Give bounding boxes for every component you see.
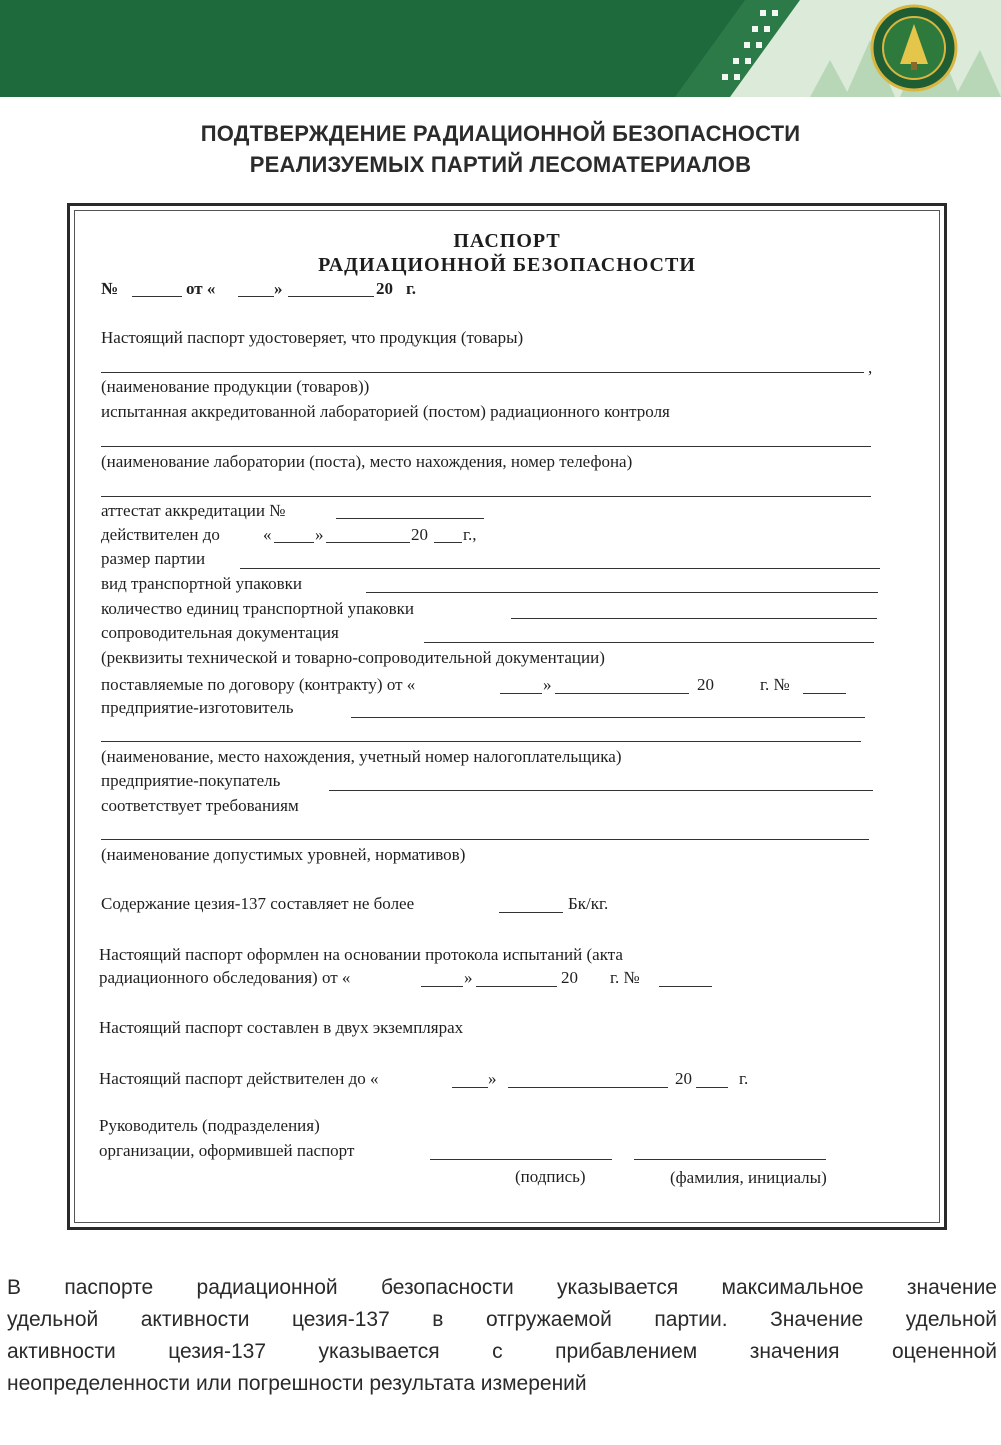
basis-g-no: г. № <box>610 968 640 987</box>
footer-line3: активности цезия-137 указывается с прибавлением значения оцененной <box>7 1340 997 1363</box>
valid-day-blank <box>274 542 314 543</box>
accompanying-docs-label: сопроводительная документация <box>101 623 339 642</box>
validity-day-blank <box>452 1087 488 1088</box>
packaging-type-blank <box>366 592 878 593</box>
signature-caption: (подпись) <box>515 1167 586 1186</box>
cesium-unit: Бк/кг. <box>568 894 609 913</box>
year-suffix: г. <box>406 279 417 298</box>
number-blank <box>132 296 182 297</box>
contract-day-blank <box>500 693 542 694</box>
day-blank <box>238 296 274 297</box>
number-label: № <box>101 279 119 298</box>
form-subtitle: РАДИАЦИОННОЙ БЕЗОПАСНОСТИ <box>318 254 696 276</box>
validity-year-blank <box>696 1087 728 1088</box>
validity-month-blank <box>508 1087 668 1088</box>
header-banner <box>0 0 1001 97</box>
basis-line2: радиационного обследования) от « <box>99 968 351 987</box>
cesium-label: Содержание цезия-137 составляет не более <box>101 894 415 913</box>
lab-blank-2 <box>101 496 871 497</box>
contract-label: поставляемые по договору (контракту) от « <box>101 675 416 694</box>
valid-until-g: г., <box>463 525 477 544</box>
date-close-quote: » <box>274 279 283 298</box>
footer-line4: неопределенности или погрешности результата измерений <box>7 1372 587 1395</box>
year-label: 20 <box>376 279 393 298</box>
lab-blank <box>101 446 871 447</box>
manufacturer-blank <box>351 717 865 718</box>
packaging-count-label: количество единиц транспортной упаковки <box>101 599 415 618</box>
buyer-label: предприятие-покупатель <box>101 771 281 790</box>
valid-until-year: 20 <box>411 525 428 544</box>
validity-g: г. <box>739 1069 749 1088</box>
tested-by-text: испытанная аккредитованной лабораторией (постом) радиационного контроля <box>101 402 670 421</box>
validity-label: Настоящий паспорт действителен до « <box>99 1069 379 1088</box>
batch-size-label: размер партии <box>101 549 206 568</box>
valid-until-close: » <box>315 525 324 544</box>
packaging-count-blank <box>511 618 877 619</box>
accompanying-docs-blank <box>424 642 874 643</box>
basis-close: » <box>464 968 473 987</box>
intro-text: Настоящий паспорт удостоверяет, что продукция (товары) <box>101 328 524 347</box>
contract-month-blank <box>555 693 689 694</box>
validity-year: 20 <box>675 1069 692 1088</box>
basis-line1: Настоящий паспорт оформлен на основании протокола испытаний (акта <box>99 945 623 964</box>
validity-close: » <box>488 1069 497 1088</box>
product-caption: (наименование продукции (товаров)) <box>101 377 370 396</box>
valid-month-blank <box>326 542 410 543</box>
contract-year: 20 <box>697 675 714 694</box>
head-line2: организации, оформившей паспорт <box>99 1141 355 1160</box>
complies-label: соответствует требованиям <box>101 796 299 815</box>
basis-year: 20 <box>561 968 578 987</box>
norms-blank <box>101 839 869 840</box>
form-title: ПАСПОРТ <box>453 230 561 252</box>
docs-caption: (реквизиты технической и товарно-сопроводительной документации) <box>101 648 605 667</box>
cesium-value-blank <box>499 912 563 913</box>
manufacturer-label: предприятие-изготовитель <box>101 698 294 717</box>
packaging-type-label: вид транспортной упаковки <box>101 574 303 593</box>
name-blank <box>634 1159 826 1160</box>
name-caption: (фамилия, инициалы) <box>670 1168 827 1187</box>
product-comma: , <box>868 358 873 377</box>
signature-blank <box>430 1159 612 1160</box>
basis-day-blank <box>421 986 463 987</box>
basis-number-blank <box>659 986 712 987</box>
document-title-line1: ПОДТВЕРЖДЕНИЕ РАДИАЦИОННОЙ БЕЗОПАСНОСТИ <box>200 121 801 146</box>
batch-size-blank <box>240 568 880 569</box>
footer-note <box>7 1272 997 1400</box>
month-blank <box>288 296 374 297</box>
contract-close: » <box>543 675 552 694</box>
footer-line1: В паспорте радиационной безопасности указывается максимальное значение <box>7 1276 997 1299</box>
contract-g-no: г. № <box>760 675 790 694</box>
product-blank <box>101 372 864 373</box>
valid-until-open: « <box>263 525 272 544</box>
ornament-decoration <box>0 0 1001 97</box>
footer-line2: удельной активности цезия-137 в отгружаемой партии. Значение удельной <box>7 1308 997 1331</box>
basis-month-blank <box>476 986 557 987</box>
norms-caption: (наименование допустимых уровней, нормативов) <box>101 845 466 864</box>
manufacturer-blank-2 <box>101 741 861 742</box>
contract-number-blank <box>803 693 846 694</box>
valid-year-blank <box>434 542 462 543</box>
copies-text: Настоящий паспорт составлен в двух экземплярах <box>99 1018 464 1037</box>
valid-until-label: действителен до <box>101 525 220 544</box>
document-title <box>0 118 1001 180</box>
accreditation-label: аттестат аккредитации № <box>101 501 286 520</box>
head-line1: Руководитель (подразделения) <box>99 1116 320 1135</box>
lab-caption: (наименование лаборатории (поста), место нахождения, номер телефона) <box>101 452 633 471</box>
accreditation-blank <box>336 518 484 519</box>
buyer-blank <box>329 790 873 791</box>
date-open-label: от « <box>186 279 216 298</box>
manufacturer-caption: (наименование, место нахождения, учетный номер налогоплательщика) <box>101 747 622 766</box>
document-title-line2: РЕАЛИЗУЕМЫХ ПАРТИЙ ЛЕСОМАТЕРИАЛОВ <box>249 152 752 177</box>
